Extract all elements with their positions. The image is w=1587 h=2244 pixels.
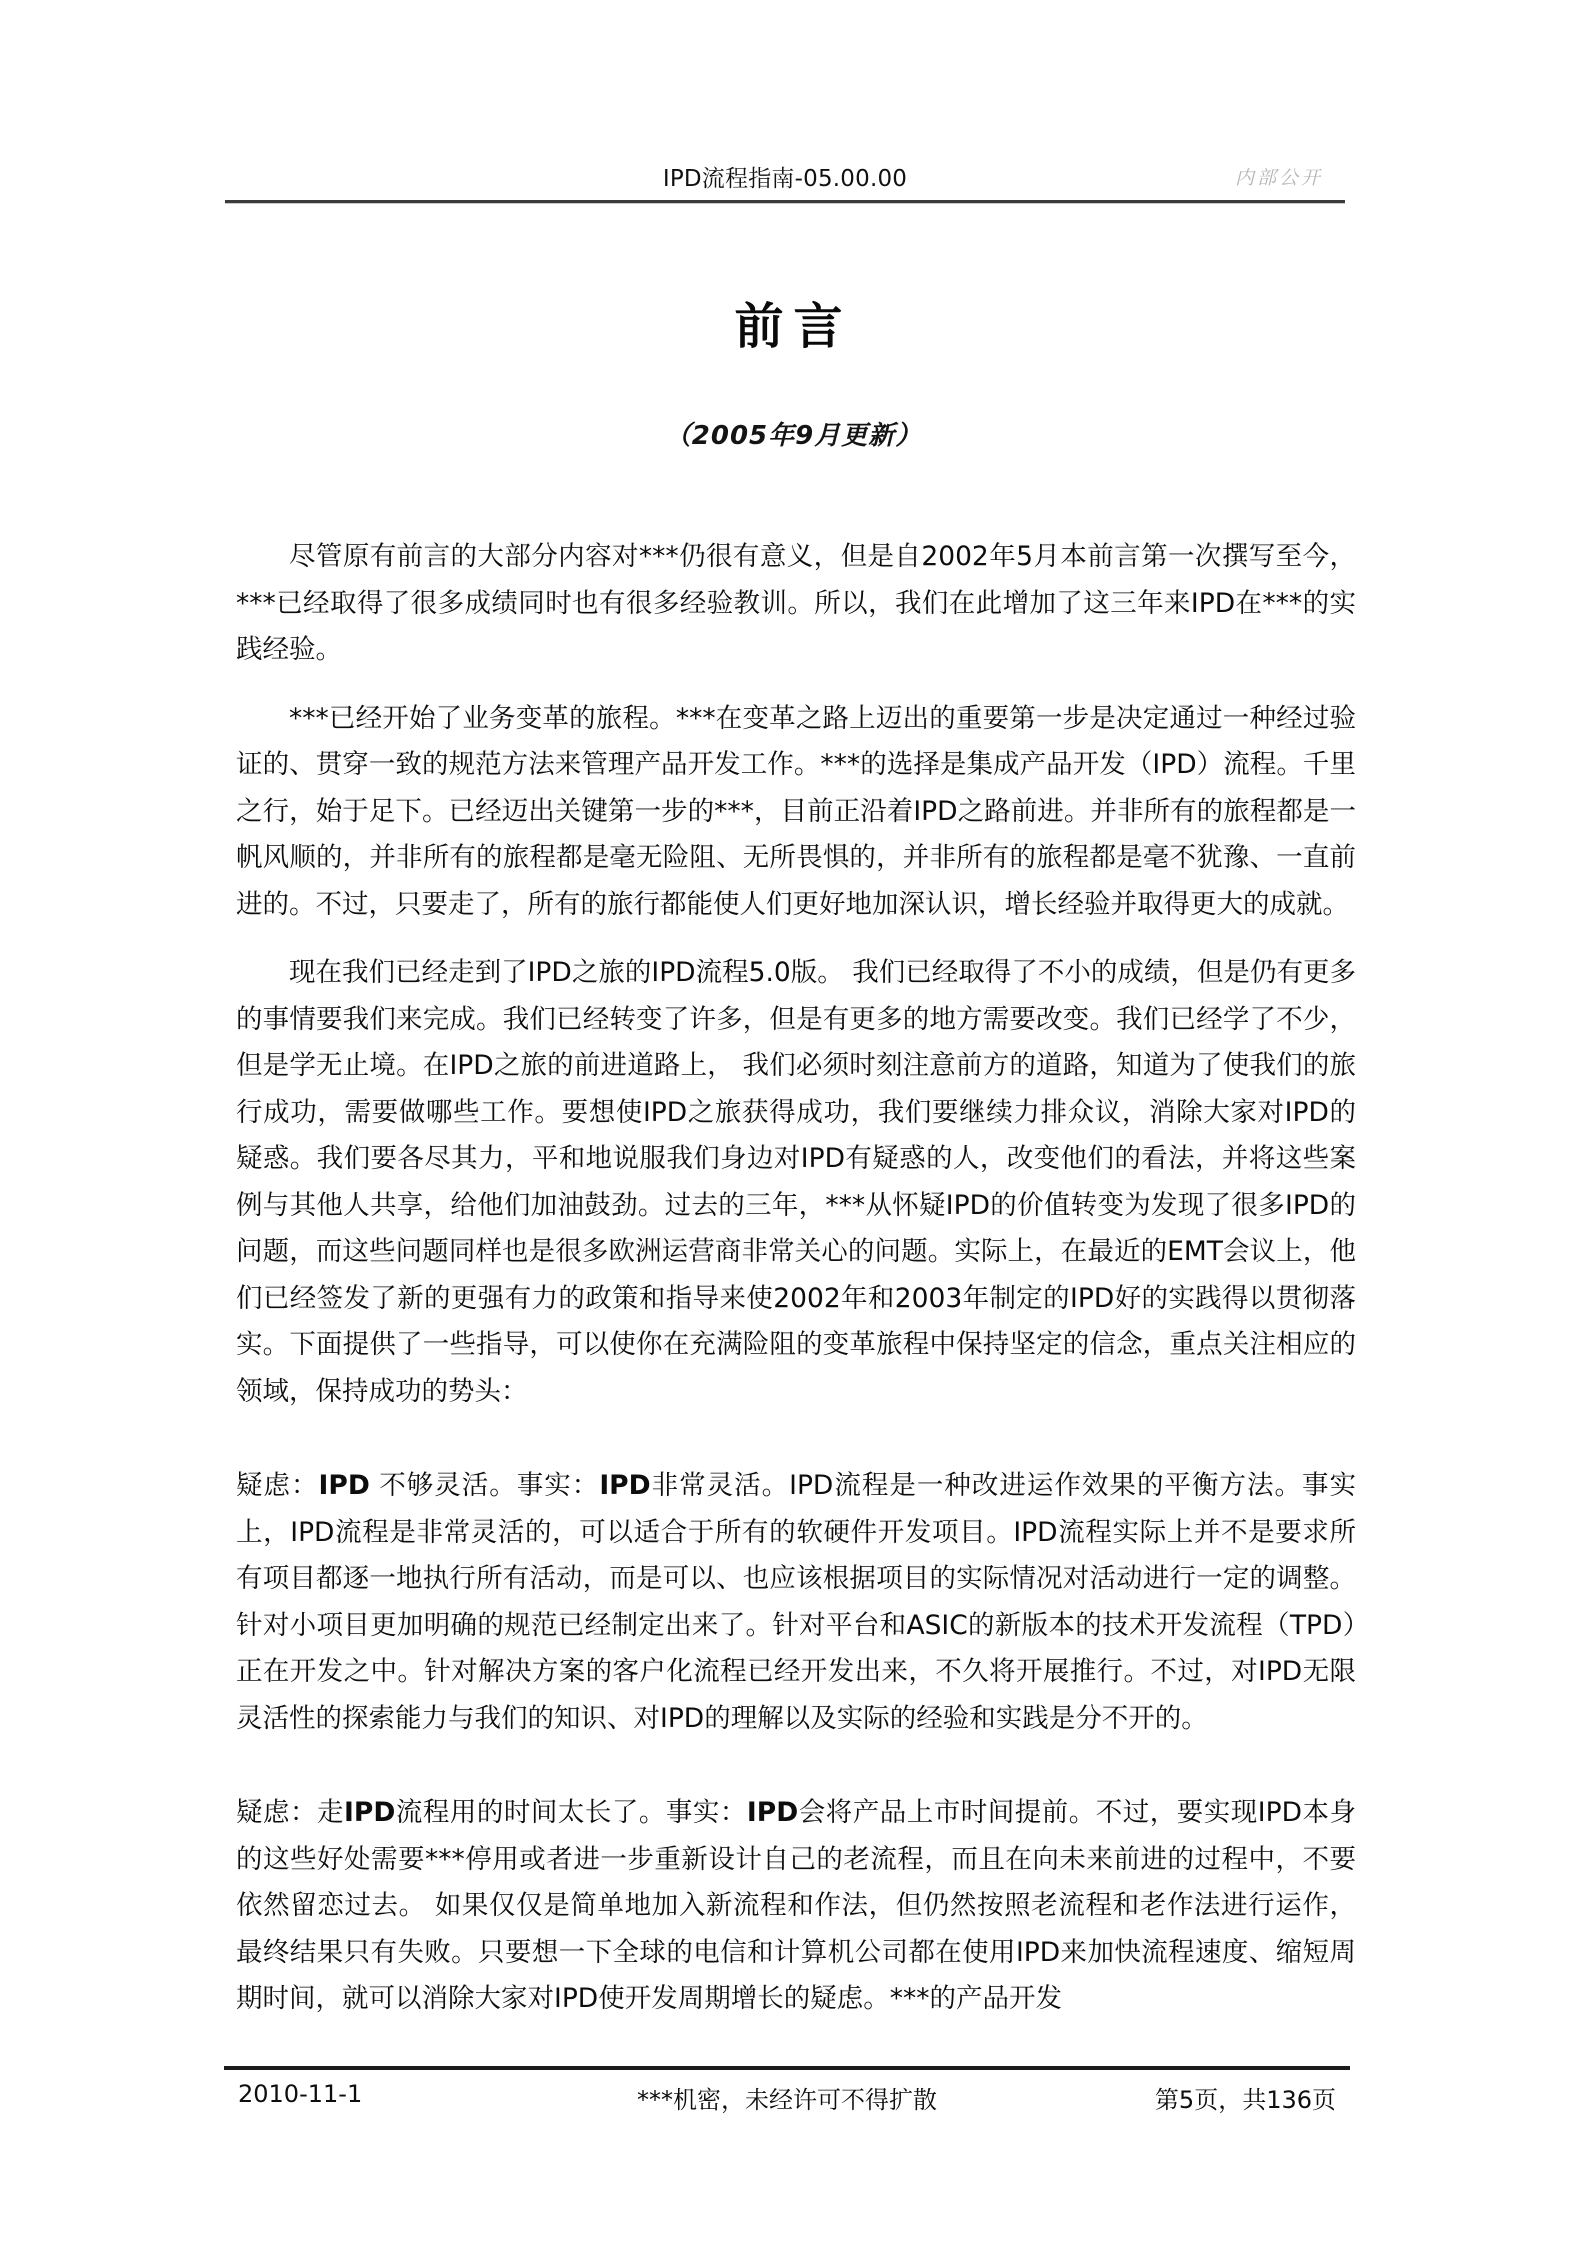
page-footer [224,2080,1350,2124]
paragraph-4-body: 非常灵活。IPD流程是一种改进运作效果的平衡方法。事实上，IPD流程是非常灵活的，可以适合于所有的软硬件开发项目。IPD流程实际上并不是要求所有项目都逐一地执行所有活动，而是可以、也应该根据项目的实际情况对活动进行一定的调整。针对小项目更加明确的规范已经制定出来了。针对平台和ASIC的新版本的技术开发流程（TPD）正在开发之中。针对解决方案的客户化流程已经开发出来，不久将开展推行。不过，对IPD无限灵活性的探索能力与我们的知识、对IPD的理解以及实际的经验和实践是分不开的。 [236,1470,1356,1734]
header-confidentiality-marking: 内部公开 [1234,167,1323,189]
header-document-title: IPD流程指南-05.00.00 [662,166,908,192]
body-text-column [236,534,1356,2045]
paragraph-5-doubt-timeline [236,1790,1356,2023]
paragraph-2: ***已经开始了业务变革的旅程。***在变革之路上迈出的重要第一步是决定通过一种经过验证的、贯穿一致的规范方法来管理产品开发工作。***的选择是集成产品开发（IPD）流程。千里之行，始于足下。已经迈出关键第一步的***，目前正沿着IPD之路前进。并非所有的旅程都是一帆风顺的，并非所有的旅程都是毫无险阻、无所畏惧的，并非所有的旅程都是毫不犹豫、一直前进的。不过，只要走了，所有的旅行都能使人们更好地加深认识，增长经验并取得更大的成就。 [236,702,1356,920]
bold-term-5b: IPD [746,1797,799,1828]
paragraph-1: 尽管原有前言的大部分内容对***仍很有意义，但是自2002年5月本前言第一次撰写至今，***已经取得了很多成绩同时也有很多经验教训。所以，我们在此增加了这三年来IPD在***的实践经验。 [236,541,1356,665]
paragraph-3: 现在我们已经走到了IPD之旅的IPD流程5.0版。 我们已经取得了不小的成绩，但是仍有更多的事情要我们来完成。我们已经转变了许多，但是有更多的地方需要改变。我们已经学了不少，但是学无止境。在IPD之旅的前进道路上， 我们必须时刻注意前方的道路，知道为了使我们的旅行成功，需要做哪些工作。要想使IPD之旅获得成功，我们要继续力排众议，消除大家对IPD的疑惑。我们要各尽其力，平和地说服我们身边对IPD有疑惑的人，改变他们的看法，并将这些案例与其他人共享，给他们加油鼓劲。过去的三年，***从怀疑IPD的价值转变为发现了很多IPD的问题，而这些问题同样也是很多欧洲运营商非常关心的问题。实际上，在最近的EMT会议上，他们已经签发了新的更强有力的政策和指导来使2002年和2003年制定的IPD好的实践得以贯彻落实。下面提供了一些指导，可以使你在充满险阻的变革旅程中保持坚定的信念，重点关注相应的领域，保持成功的势头： [236,957,1356,1407]
page-title: 前言 [734,298,853,355]
footer-confidentiality-notice: ***机密，未经许可不得扩散 [637,2086,937,2114]
paragraph-4-doubt-flexibility [236,1463,1356,1742]
bold-term-5a: IPD [344,1797,396,1828]
mid-text-4: 不够灵活。事实： [369,1470,600,1501]
mid-text-5: 流程用的时间太长了。事实： [395,1797,747,1828]
paragraph-5-body: 会将产品上市时间提前。不过，要实现IPD本身的这些好处需要***停用或者进一步重新设计自己的老流程，而且在向未来前进的过程中，不要依然留恋过去。 如果仅仅是简单地加入新流程和作法，但仍然按照老流程和老作法进行运作，最终结果只有失败。只要想一下全球的电信和计算机公司都在使用IPD来加快流程速度、缩短周期时间，就可以消除大家对IPD使开发周期增长的疑虑。***的产品开发 [236,1797,1357,2014]
doubt-label-4: 疑虑： [236,1470,319,1501]
footer-rule-divider [224,2064,1350,2070]
page-subtitle: （2005年9月更新） [664,421,923,451]
bold-term-4b: IPD [599,1470,651,1501]
footer-date: 2010-11-1 [238,2080,363,2108]
header-rule-divider [225,200,1345,203]
footer-pagination: 第5页，共136页 [1154,2086,1336,2114]
doubt-label-5: 疑虑：走 [236,1797,345,1828]
bold-term-4a: IPD [318,1470,370,1501]
